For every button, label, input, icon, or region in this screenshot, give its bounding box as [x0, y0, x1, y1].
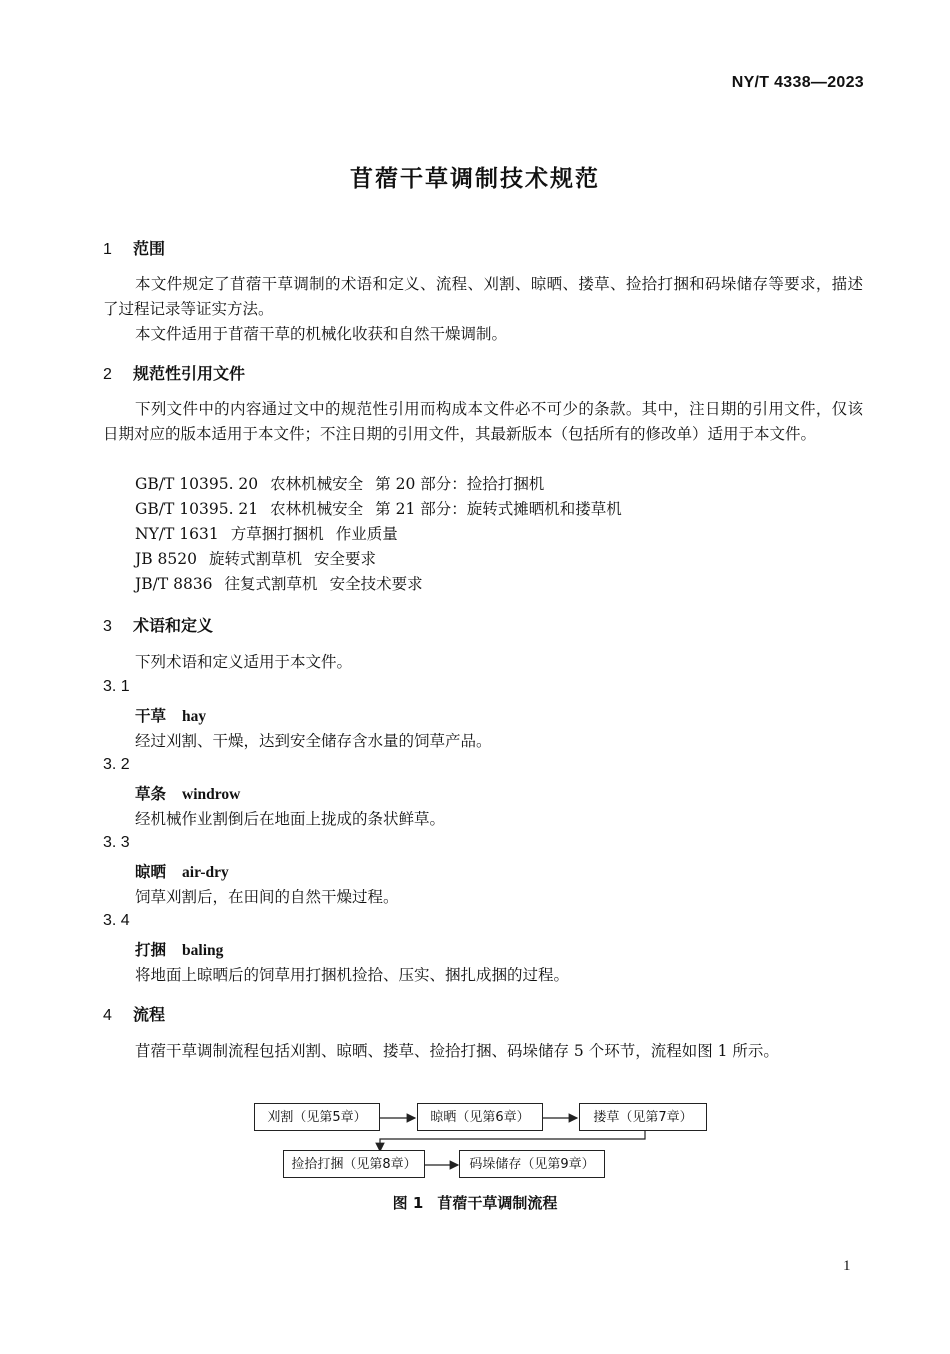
reference-subtitle: 安全技术要求 [329, 575, 423, 593]
term-en: air-dry [182, 864, 229, 881]
section-1-paragraph-2: 本文件适用于苜蓿干草的机械化收获和自然干燥调制。 [135, 325, 508, 343]
reference-code: NY/T 1631 [135, 525, 219, 543]
reference-title: 往复式割草机 [224, 575, 318, 593]
figure-label: 图 1 [392, 1194, 424, 1212]
reference-code: JB/T 8836 [135, 575, 213, 593]
reference-item [135, 572, 423, 597]
flow-box-stacking: 码垛储存（见第9章） [459, 1150, 605, 1178]
arrow-rake-to-baling [380, 1131, 645, 1151]
section-1-paragraph-1: 本文件规定了苜蓿干草调制的术语和定义、流程、刈割、晾晒、搂草、捡拾打捆和码垛储存等要求，描述了过程记录等证实方法。 [103, 275, 863, 318]
section-2-heading [103, 361, 245, 384]
reference-code: JB 8520 [135, 550, 197, 568]
section-number: 4 [103, 1007, 112, 1024]
standard-number: NY/T 4338—2023 [731, 74, 864, 91]
reference-title: 方草捆打捆机 [230, 525, 324, 543]
section-3-heading [103, 613, 213, 636]
section-2-paragraph-1: 下列文件中的内容通过文中的规范性引用而构成本文件必不可少的条款。其中，注日期的引用文件，仅该日期对应的版本适用于本文件；不注日期的引用文件，其最新版本（包括所有的修改单）适用于本文件。 [103, 400, 863, 443]
term-definition: 饲草刈割后，在田间的自然干燥过程。 [135, 888, 399, 906]
flow-box-drying: 晾晒（见第6章） [417, 1103, 543, 1131]
reference-item [135, 522, 398, 547]
reference-title: 农林机械安全 [270, 500, 364, 518]
section-number: 1 [103, 241, 112, 258]
term-definition: 经机械作业割倒后在地面上拢成的条状鲜草。 [135, 810, 446, 828]
section-3-intro: 下列术语和定义适用于本文件。 [135, 653, 353, 671]
section-4-heading [103, 1002, 165, 1025]
reference-title: 农林机械安全 [270, 475, 364, 493]
term-definition: 将地面上晾晒后的饲草用打捆机捡拾、压实、捆扎成捆的过程。 [135, 966, 570, 984]
reference-subtitle: 安全要求 [314, 550, 377, 568]
term-zh: 晾晒 [135, 863, 167, 881]
reference-subtitle: 作业质量 [335, 525, 398, 543]
reference-item [135, 547, 376, 572]
section-1-heading [103, 236, 165, 259]
document-title: 苜蓿干草调制技术规范 [350, 166, 600, 192]
reference-item [135, 497, 622, 522]
flow-box-cutting: 刈割（见第5章） [254, 1103, 380, 1131]
term-number: 3. 3 [103, 834, 130, 851]
term-heading [135, 782, 240, 804]
term-zh: 打捆 [135, 941, 167, 959]
flow-box-baling: 捡拾打捆（见第8章） [283, 1150, 425, 1178]
page-number: 1 [843, 1258, 851, 1274]
term-number: 3. 1 [103, 678, 130, 695]
reference-code: GB/T 10395. 21 [135, 500, 259, 518]
term-heading [135, 938, 223, 960]
section-title: 流程 [133, 1005, 166, 1024]
section-title: 术语和定义 [133, 616, 214, 635]
term-number: 3. 4 [103, 912, 130, 929]
section-title: 规范性引用文件 [133, 364, 246, 383]
term-en: hay [182, 708, 207, 725]
term-definition: 经过刈割、干燥，达到安全储存含水量的饲草产品。 [135, 732, 492, 750]
figure-caption [0, 1192, 950, 1213]
figure-title: 苜蓿干草调制流程 [437, 1194, 558, 1212]
section-title: 范围 [133, 239, 166, 258]
reference-subtitle: 第 20 部分：捡拾打捆机 [375, 475, 545, 493]
reference-title: 旋转式割草机 [208, 550, 302, 568]
term-zh: 干草 [135, 707, 167, 725]
term-heading [135, 704, 206, 726]
section-number: 3 [103, 618, 112, 635]
reference-item [135, 472, 544, 497]
term-en: windrow [182, 786, 241, 803]
term-number: 3. 2 [103, 756, 130, 773]
term-zh: 草条 [135, 785, 167, 803]
flow-box-raking: 搂草（见第7章） [579, 1103, 707, 1131]
term-heading [135, 860, 229, 882]
section-4-paragraph-1: 苜蓿干草调制流程包括刈割、晾晒、搂草、捡拾打捆、码垛储存 5 个环节，流程如图 1 所示。 [135, 1042, 779, 1060]
reference-subtitle: 第 21 部分：旋转式摊晒机和搂草机 [375, 500, 622, 518]
reference-code: GB/T 10395. 20 [135, 475, 259, 493]
section-number: 2 [103, 366, 112, 383]
term-en: baling [182, 942, 224, 959]
